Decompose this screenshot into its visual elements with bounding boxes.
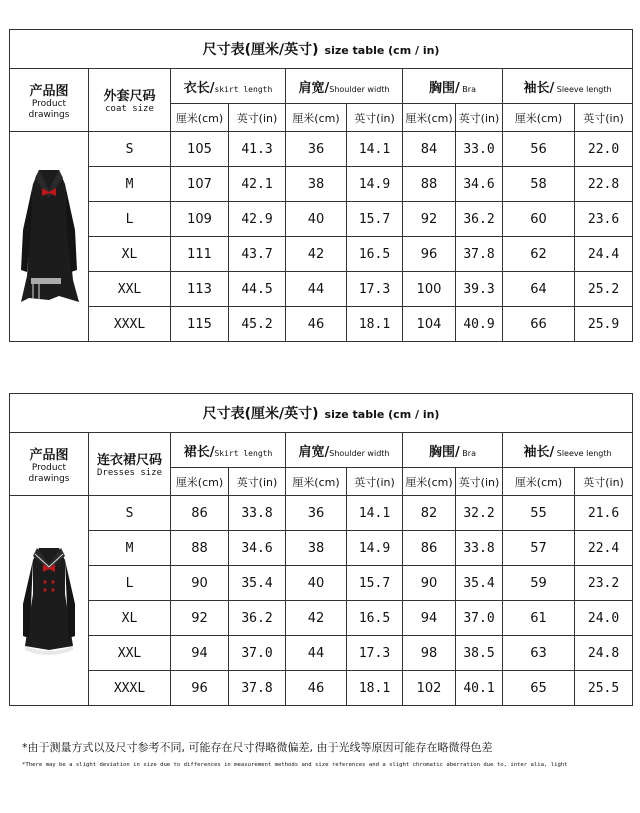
- value-cell: 33.8: [456, 531, 503, 566]
- unit-in: 英寸(in): [456, 468, 503, 496]
- value-cell: 100: [403, 272, 456, 307]
- value-cell: 88: [403, 167, 456, 202]
- unit-cm: 厘米(cm): [403, 468, 456, 496]
- value-cell: 57: [503, 531, 575, 566]
- size-cell: S: [89, 496, 171, 531]
- value-cell: 61: [503, 601, 575, 636]
- value-cell: 14.9: [347, 167, 403, 202]
- value-cell: 92: [403, 202, 456, 237]
- note-chinese: *由于测量方式以及尺寸参考不同, 可能存在尺寸得略微偏差, 由于光线等原因可能存在略微得色差: [22, 741, 493, 754]
- value-cell: 34.6: [229, 531, 286, 566]
- table-row: [10, 202, 633, 237]
- table-row: [10, 496, 633, 531]
- value-cell: 39.3: [456, 272, 503, 307]
- value-cell: 41.3: [229, 132, 286, 167]
- value-cell: 66: [503, 307, 575, 342]
- size-cell: L: [89, 202, 171, 237]
- unit-cm: 厘米(cm): [171, 468, 229, 496]
- value-cell: 37.0: [229, 636, 286, 671]
- unit-cm: 厘米(cm): [503, 104, 575, 132]
- size-cell: XL: [89, 601, 171, 636]
- value-cell: 86: [171, 496, 229, 531]
- size-cell: S: [89, 132, 171, 167]
- size-cell: XXL: [89, 272, 171, 307]
- value-cell: 40: [286, 202, 347, 237]
- value-cell: 55: [503, 496, 575, 531]
- table-row: [10, 671, 633, 706]
- sleeve-header: 袖长/ Sleeve length: [503, 69, 633, 104]
- value-cell: 64: [503, 272, 575, 307]
- value-cell: 14.1: [347, 132, 403, 167]
- table-row: [10, 531, 633, 566]
- value-cell: 40.1: [456, 671, 503, 706]
- table-row: [10, 167, 633, 202]
- value-cell: 42: [286, 601, 347, 636]
- value-cell: 32.2: [456, 496, 503, 531]
- size-header: 连衣裙尺码 Dresses size: [89, 433, 171, 496]
- value-cell: 35.4: [456, 566, 503, 601]
- value-cell: 46: [286, 671, 347, 706]
- value-cell: 25.9: [575, 307, 633, 342]
- length-header: 裙长/Skirt length: [171, 433, 286, 468]
- note-english: *There may be a slight deviation in size due to differences in measurement methods and size references and a slight chromatic aberration due to, inter alia, light: [22, 762, 568, 768]
- value-cell: 24.0: [575, 601, 633, 636]
- value-cell: 46: [286, 307, 347, 342]
- value-cell: 42: [286, 237, 347, 272]
- table-row: [10, 601, 633, 636]
- table-row: [10, 636, 633, 671]
- value-cell: 113: [171, 272, 229, 307]
- value-cell: 14.1: [347, 496, 403, 531]
- value-cell: 102: [403, 671, 456, 706]
- value-cell: 15.7: [347, 566, 403, 601]
- value-cell: 38.5: [456, 636, 503, 671]
- value-cell: 86: [403, 531, 456, 566]
- size-cell: M: [89, 531, 171, 566]
- value-cell: 105: [171, 132, 229, 167]
- table-row: [10, 132, 633, 167]
- value-cell: 16.5: [347, 237, 403, 272]
- value-cell: 44.5: [229, 272, 286, 307]
- unit-in: 英寸(in): [456, 104, 503, 132]
- value-cell: 84: [403, 132, 456, 167]
- value-cell: 17.3: [347, 636, 403, 671]
- value-cell: 35.4: [229, 566, 286, 601]
- size-cell: XXL: [89, 636, 171, 671]
- unit-cm: 厘米(cm): [286, 468, 347, 496]
- sleeve-header: 袖长/ Sleeve length: [503, 433, 633, 468]
- table-row: [10, 272, 633, 307]
- product-image-coat: [10, 132, 89, 342]
- table-row: [10, 307, 633, 342]
- table-title: 尺寸表(厘米/英寸) size table (cm / in): [10, 30, 633, 69]
- value-cell: 45.2: [229, 307, 286, 342]
- value-cell: 42.9: [229, 202, 286, 237]
- value-cell: 23.2: [575, 566, 633, 601]
- value-cell: 24.8: [575, 636, 633, 671]
- value-cell: 94: [171, 636, 229, 671]
- value-cell: 15.7: [347, 202, 403, 237]
- value-cell: 104: [403, 307, 456, 342]
- value-cell: 18.1: [347, 307, 403, 342]
- dress-illustration: [19, 534, 79, 664]
- value-cell: 94: [403, 601, 456, 636]
- value-cell: 37.8: [229, 671, 286, 706]
- value-cell: 96: [403, 237, 456, 272]
- value-cell: 36: [286, 496, 347, 531]
- value-cell: 65: [503, 671, 575, 706]
- value-cell: 96: [171, 671, 229, 706]
- value-cell: 82: [403, 496, 456, 531]
- value-cell: 22.0: [575, 132, 633, 167]
- value-cell: 14.9: [347, 531, 403, 566]
- value-cell: 44: [286, 272, 347, 307]
- value-cell: 58: [503, 167, 575, 202]
- value-cell: 18.1: [347, 671, 403, 706]
- value-cell: 90: [403, 566, 456, 601]
- value-cell: 62: [503, 237, 575, 272]
- unit-in: 英寸(in): [229, 468, 286, 496]
- value-cell: 36.2: [229, 601, 286, 636]
- value-cell: 38: [286, 531, 347, 566]
- value-cell: 43.7: [229, 237, 286, 272]
- unit-in: 英寸(in): [575, 104, 633, 132]
- size-table-dress: [9, 393, 633, 706]
- value-cell: 109: [171, 202, 229, 237]
- unit-cm: 厘米(cm): [403, 104, 456, 132]
- value-cell: 36: [286, 132, 347, 167]
- value-cell: 24.4: [575, 237, 633, 272]
- value-cell: 115: [171, 307, 229, 342]
- table-row: [10, 566, 633, 601]
- product-drawings-header: 产品图 Product drawings: [10, 69, 89, 132]
- value-cell: 98: [403, 636, 456, 671]
- size-cell: XXXL: [89, 307, 171, 342]
- length-header: 衣长/skirt length: [171, 69, 286, 104]
- unit-in: 英寸(in): [575, 468, 633, 496]
- bust-header: 胸围/ Bra: [403, 69, 503, 104]
- value-cell: 37.8: [456, 237, 503, 272]
- size-cell: XXXL: [89, 671, 171, 706]
- value-cell: 22.4: [575, 531, 633, 566]
- value-cell: 17.3: [347, 272, 403, 307]
- value-cell: 59: [503, 566, 575, 601]
- value-cell: 63: [503, 636, 575, 671]
- value-cell: 22.8: [575, 167, 633, 202]
- value-cell: 16.5: [347, 601, 403, 636]
- size-cell: L: [89, 566, 171, 601]
- value-cell: 34.6: [456, 167, 503, 202]
- size-table-coat: [9, 29, 633, 342]
- value-cell: 40: [286, 566, 347, 601]
- value-cell: 44: [286, 636, 347, 671]
- value-cell: 92: [171, 601, 229, 636]
- value-cell: 111: [171, 237, 229, 272]
- shoulder-header: 肩宽/Shoulder width: [286, 433, 403, 468]
- product-image-dress: [10, 496, 89, 706]
- unit-cm: 厘米(cm): [171, 104, 229, 132]
- table-row: [10, 237, 633, 272]
- value-cell: 36.2: [456, 202, 503, 237]
- value-cell: 56: [503, 132, 575, 167]
- size-header: 外套尺码 coat size: [89, 69, 171, 132]
- value-cell: 33.8: [229, 496, 286, 531]
- value-cell: 25.5: [575, 671, 633, 706]
- value-cell: 107: [171, 167, 229, 202]
- unit-in: 英寸(in): [347, 104, 403, 132]
- coat-illustration: [19, 160, 79, 310]
- size-cell: M: [89, 167, 171, 202]
- value-cell: 42.1: [229, 167, 286, 202]
- value-cell: 60: [503, 202, 575, 237]
- value-cell: 90: [171, 566, 229, 601]
- value-cell: 33.0: [456, 132, 503, 167]
- value-cell: 38: [286, 167, 347, 202]
- size-cell: XL: [89, 237, 171, 272]
- value-cell: 21.6: [575, 496, 633, 531]
- unit-in: 英寸(in): [229, 104, 286, 132]
- bust-header: 胸围/ Bra: [403, 433, 503, 468]
- table-title: 尺寸表(厘米/英寸) size table (cm / in): [10, 394, 633, 433]
- value-cell: 40.9: [456, 307, 503, 342]
- product-drawings-header: 产品图 Product drawings: [10, 433, 89, 496]
- shoulder-header: 肩宽/Shoulder width: [286, 69, 403, 104]
- value-cell: 25.2: [575, 272, 633, 307]
- unit-in: 英寸(in): [347, 468, 403, 496]
- value-cell: 88: [171, 531, 229, 566]
- value-cell: 23.6: [575, 202, 633, 237]
- value-cell: 37.0: [456, 601, 503, 636]
- unit-cm: 厘米(cm): [286, 104, 347, 132]
- unit-cm: 厘米(cm): [503, 468, 575, 496]
